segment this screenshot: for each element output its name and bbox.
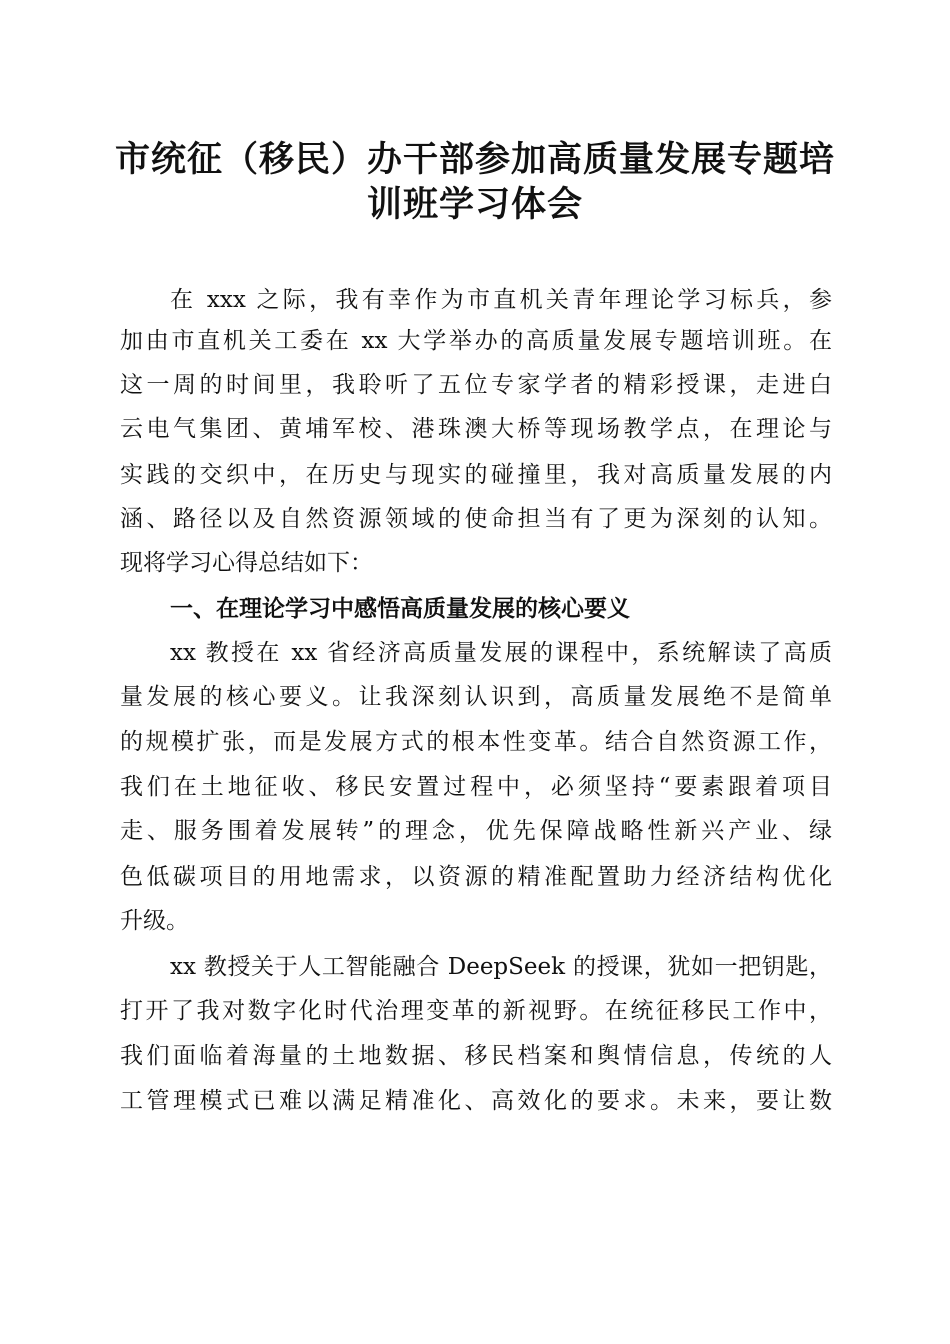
paragraph-1-line-2: 加由市直机关工委在 xx 大学举办的高质量发展专题培训班。在 <box>120 328 832 354</box>
paragraph-2-line-4: 我们在土地征收、移民安置过程中，必须坚持“要素跟着项目 <box>120 774 832 800</box>
paragraph-3-line-1: xx 教授关于人工智能融合 DeepSeek 的授课，犹如一把钥匙， <box>170 954 832 980</box>
paragraph-1-line-3: 这一周的时间里，我聆听了五位专家学者的精彩授课，走进白 <box>120 372 832 398</box>
section-heading-1: 一、在理论学习中感悟高质量发展的核心要义 <box>170 596 630 622</box>
paragraph-2-line-6: 色低碳项目的用地需求，以资源的精准配置助力经济结构优化 <box>120 864 832 890</box>
paragraph-2-line-7: 升级。 <box>120 908 189 934</box>
paragraph-1-line-1: 在 xxx 之际，我有幸作为市直机关青年理论学习标兵，参 <box>170 287 832 313</box>
paragraph-3-line-3: 我们面临着海量的土地数据、移民档案和舆情信息，传统的人 <box>120 1043 832 1069</box>
paragraph-2-line-5: 走、服务围着发展转”的理念，优先保障战略性新兴产业、绿 <box>120 818 832 844</box>
paragraph-1-line-6: 涵、路径以及自然资源领域的使命担当有了更为深刻的认知。 <box>120 506 832 532</box>
paragraph-1-line-7: 现将学习心得总结如下： <box>120 550 373 576</box>
paragraph-2-line-3: 的规模扩张，而是发展方式的根本性变革。结合自然资源工作， <box>120 729 832 755</box>
paragraph-1-line-4: 云电气集团、黄埔军校、港珠澳大桥等现场教学点，在理论与 <box>120 416 832 442</box>
paragraph-2-line-2: 量发展的核心要义。让我深刻认识到，高质量发展绝不是简单 <box>120 684 832 710</box>
paragraph-2-line-1: xx 教授在 xx 省经济高质量发展的课程中，系统解读了高质 <box>170 640 832 666</box>
document-title-line-1: 市统征（移民）办干部参加高质量发展专题培 <box>114 139 835 180</box>
paragraph-3-line-4: 工管理模式已难以满足精准化、高效化的要求。未来，要让数 <box>120 1088 832 1114</box>
paragraph-1-line-5: 实践的交织中，在历史与现实的碰撞里，我对高质量发展的内 <box>120 462 832 488</box>
paragraph-3-line-2: 打开了我对数字化时代治理变革的新视野。在统征移民工作中， <box>120 998 832 1024</box>
document-title-line-2: 训班学习体会 <box>366 184 583 225</box>
